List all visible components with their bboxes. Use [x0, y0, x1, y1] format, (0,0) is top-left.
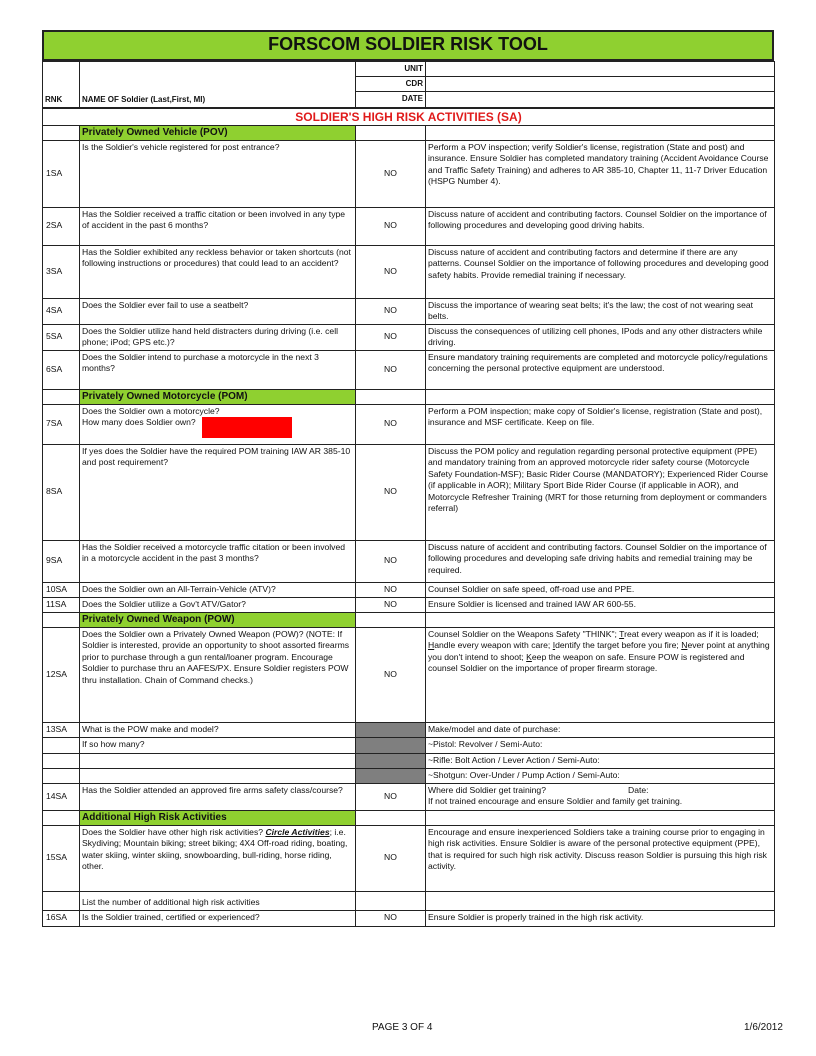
row-answer[interactable]: NO: [356, 783, 426, 810]
rnk-header-cell: [43, 62, 80, 108]
row-question: [80, 404, 356, 444]
row-guidance: Discuss the consequences of utilizing cell phones, IPods and any other distracters while driving.: [426, 324, 775, 350]
row-rnk: 14SA: [43, 783, 80, 810]
row-question: Is the Soldier trained, certified or experienced?: [80, 910, 356, 926]
row-question: Has the Soldier received a traffic citation or been involved in any type of accident in the past 6 months?: [80, 207, 356, 245]
name-header: NAME OF Soldier (Last,First, MI): [82, 95, 206, 104]
row-question: Has the Soldier attended an approved fire arms safety class/course?: [80, 783, 356, 810]
table-row: [43, 722, 775, 737]
row-question: Has the Soldier received a motorcycle traffic citation or been involved in a motorcycle accident in the past 3 months?: [80, 540, 356, 582]
row-question: Does the Soldier utilize a Gov't ATV/Gator?: [80, 597, 356, 612]
row-guidance: Discuss nature of accident and contributing factors and determine if there are any patterns. Counsel Soldier on the importance of following procedures and developing good safety habits. Provide remedial training if necessary.: [426, 245, 775, 298]
row-guidance: Discuss nature of accident and contributing factors. Counsel Soldier on the importance of following procedures and developing good driving habits.: [426, 207, 775, 245]
row-rnk: 10SA: [43, 582, 80, 597]
row-guidance: ~Rifle: Bolt Action / Lever Action / Semi-Auto:: [426, 753, 775, 768]
name-header-cell: [80, 62, 356, 108]
table-row: [43, 207, 775, 245]
question-line: Does the Soldier own a motorcycle?: [82, 405, 220, 416]
section-pom: Privately Owned Motorcycle (POM): [80, 389, 356, 404]
row-guidance: ~Pistol: Revolver / Semi-Auto:: [426, 737, 775, 753]
row-guidance: Where did Soldier get training? Date: If not trained encourage and ensure Soldier and family get training.: [426, 783, 775, 810]
row-guidance: Ensure Soldier is properly trained in the high risk activity.: [426, 910, 775, 926]
page-number: PAGE 3 OF 4: [372, 1022, 433, 1033]
row-guidance: Perform a POV inspection; verify Soldier's license, registration (State and post) and insurance. Ensure Soldier has completed mandatory training (Accident Avoidance Course and Traffic Safety Training) and adheres to AR 385-10, Chapter 11, 11-7 Driver Education (HSPG Number 4).: [426, 140, 775, 207]
row-answer[interactable]: NO: [356, 540, 426, 582]
row-rnk: 16SA: [43, 910, 80, 926]
answer-shaded: [356, 768, 426, 783]
row-rnk: 15SA: [43, 825, 80, 891]
section-pov: Privately Owned Vehicle (POV): [80, 125, 356, 140]
row-answer[interactable]: NO: [356, 444, 426, 540]
table-row: [43, 825, 775, 891]
row-guidance: Discuss the POM policy and regulation regarding personal protective equipment (PPE) and mandatory training from an approved motorcycle rider safety course (Motorcycle Safety Foundation-MSF); Basic Rider Course (MANDATORY); Experienced Rider Course (if applicable in AOR); Military Sport Bide Rider Course (if applicable in AOR), and Motorcycle Refresher Training (MRT for those returning from deployment or commanders referral): [426, 444, 775, 540]
row-guidance: Perform a POM inspection; make copy of Soldier's license, registration (State and post), insurance and MSF certificate. Keep on file.: [426, 404, 775, 444]
row-question: Does the Soldier own an All-Terrain-Vehicle (ATV)?: [80, 582, 356, 597]
section-additional: Additional High Risk Activities: [80, 810, 356, 825]
row-answer[interactable]: NO: [356, 597, 426, 612]
row-rnk: 5SA: [43, 324, 80, 350]
row-question: Does the Soldier have other high risk activities? Circle Activities; i.e. Skydiving; Mountain biking; street biking; 4X4 Off-road riding, boating, water skiing, winter skiing, snowboarding, bull-riding, horse riding, other.: [80, 825, 356, 891]
table-row: [43, 753, 775, 768]
row-guidance: Discuss nature of accident and contributing factors. Counsel Soldier on the importance of following procedures and developing safe driving habits and remedial training may be required.: [426, 540, 775, 582]
row-answer[interactable]: NO: [356, 245, 426, 298]
row-guidance: ~Shotgun: Over-Under / Pump Action / Semi-Auto:: [426, 768, 775, 783]
table-row: [43, 582, 775, 597]
row-guidance: Ensure Soldier is licensed and trained IAW AR 600-55.: [426, 597, 775, 612]
rnk-header: RNK: [45, 95, 63, 104]
row-question: Does the Soldier own a Privately Owned Weapon (POW)? (NOTE: If Soldier is interested, provide an opportunity to shoot assorted firearms prior to purchase through a gun rental/loaner program. Encourage Soldier to purchase thru an AAFES/PX. Ensure Soldier registers POW thru installation. Chain of Command checks.): [80, 627, 356, 722]
row-question: What is the POW make and model?: [80, 722, 356, 737]
row-answer[interactable]: NO: [356, 404, 426, 444]
risk-table: [42, 61, 775, 927]
row-answer[interactable]: NO: [356, 298, 426, 324]
table-row: [43, 140, 775, 207]
row-rnk: 4SA: [43, 298, 80, 324]
form-title: FORSCOM SOLDIER RISK TOOL: [42, 30, 774, 61]
table-row: [43, 627, 775, 722]
row-guidance: Counsel Soldier on safe speed, off-road use and PPE.: [426, 582, 775, 597]
cdr-field[interactable]: [426, 77, 775, 92]
row-answer[interactable]: NO: [356, 627, 426, 722]
table-row: [43, 891, 775, 910]
row-rnk: 2SA: [43, 207, 80, 245]
row-question: List the number of additional high risk activities: [80, 891, 356, 910]
table-row: [43, 324, 775, 350]
row-question: If yes does the Soldier have the required POM training IAW AR 385-10 and post requirement?: [80, 444, 356, 540]
table-row: [43, 597, 775, 612]
row-question: Does the Soldier intend to purchase a motorcycle in the next 3 months?: [80, 350, 356, 389]
row-answer[interactable]: NO: [356, 825, 426, 891]
cdr-label: CDR: [356, 77, 426, 92]
row-guidance: Encourage and ensure inexperienced Soldiers take a training course prior to engaging in high risk activities. Ensure Soldier is aware of the personal protective equipment (PPE), that is required for such high risk activity. Discuss reason Soldier is pursuing this high risk activity.: [426, 825, 775, 891]
date-field[interactable]: [426, 92, 775, 108]
table-row: [43, 737, 775, 753]
unit-label: UNIT: [356, 62, 426, 77]
question-line: [82, 417, 353, 438]
table-row: [43, 783, 775, 810]
row-rnk: 8SA: [43, 444, 80, 540]
section-title: SOLDIER'S HIGH RISK ACTIVITIES (SA): [43, 108, 775, 126]
row-rnk: 13SA: [43, 722, 80, 737]
question-text: How many does Soldier own?: [82, 417, 196, 427]
row-question: Does the Soldier utilize hand held distracters during driving (i.e. cell phone; iPod; GPS etc.)?: [80, 324, 356, 350]
answer-shaded: [356, 722, 426, 737]
row-answer[interactable]: NO: [356, 140, 426, 207]
table-row: [43, 540, 775, 582]
row-guidance: Ensure mandatory training requirements are completed and motorcycle policy/regulations concerning the personal protective equipment are understood.: [426, 350, 775, 389]
row-guidance: Counsel Soldier on the Weapons Safety "THINK"; Treat every weapon as if it is loaded; Handle every weapon with care; Identify the target before you fire; Never point at anything you don't intend to shoot; Keep the weapon on safe. Ensure POW is registered and counsel Soldier on the importance of proper firearm storage.: [426, 627, 775, 722]
row-answer[interactable]: NO: [356, 910, 426, 926]
row-question: Is the Soldier's vehicle registered for post entrance?: [80, 140, 356, 207]
row-question: If so how many?: [80, 737, 356, 753]
redacted-box: [202, 417, 292, 438]
table-row: [43, 444, 775, 540]
table-row: [43, 350, 775, 389]
row-question: Does the Soldier ever fail to use a seatbelt?: [80, 298, 356, 324]
row-answer[interactable]: NO: [356, 350, 426, 389]
table-row: [43, 768, 775, 783]
risk-tool-sheet: [42, 30, 774, 927]
table-row: [43, 245, 775, 298]
row-rnk: 3SA: [43, 245, 80, 298]
row-guidance: Make/model and date of purchase:: [426, 722, 775, 737]
row-question: Has the Soldier exhibited any reckless behavior or taken shortcuts (not following instructions or procedures) that could lead to an accident?: [80, 245, 356, 298]
row-rnk: 6SA: [43, 350, 80, 389]
row-rnk: 12SA: [43, 627, 80, 722]
row-rnk: 7SA: [43, 404, 80, 444]
table-row: [43, 404, 775, 444]
table-row: [43, 910, 775, 926]
date-label: DATE: [356, 92, 426, 108]
row-answer[interactable]: NO: [356, 582, 426, 597]
row-answer[interactable]: NO: [356, 207, 426, 245]
answer-shaded: [356, 753, 426, 768]
row-rnk: 11SA: [43, 597, 80, 612]
unit-field[interactable]: [426, 62, 775, 77]
table-row: [43, 298, 775, 324]
row-rnk: 9SA: [43, 540, 80, 582]
row-answer[interactable]: NO: [356, 324, 426, 350]
section-pow: Privately Owned Weapon (POW): [80, 612, 356, 627]
answer-shaded: [356, 737, 426, 753]
row-rnk: 1SA: [43, 140, 80, 207]
footer-date: 1/6/2012: [744, 1022, 783, 1033]
row-guidance: Discuss the importance of wearing seat belts; it's the law; the cost of not wearing seat belts.: [426, 298, 775, 324]
